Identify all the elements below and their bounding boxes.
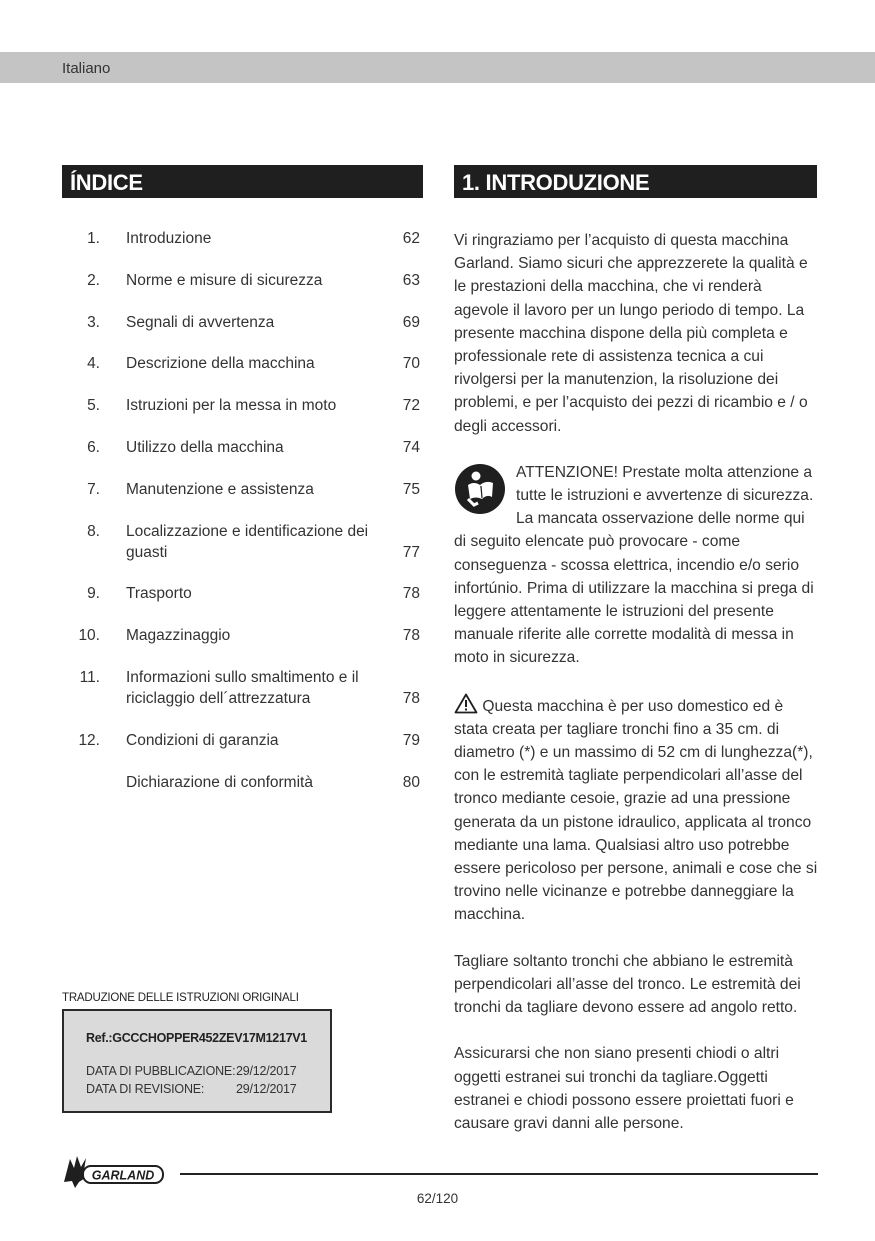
- toc-item-title-line: Segnali di avvertenza: [126, 313, 275, 331]
- toc-item-page: 78: [402, 585, 420, 603]
- toc-item-title: [126, 312, 376, 333]
- toc-item-page: 75: [402, 480, 420, 498]
- toc-item-title-line: Descrizione della macchina: [126, 355, 315, 373]
- toc-item-page: 69: [402, 313, 420, 331]
- intro-paragraph-3: Assicurarsi che non siano presenti chiodi o altri oggetti estranei sui tronchi da tagliare.Oggetti estranei e chiodi possono essere proiettati fuori e causare gravi danni alle persone.: [454, 1045, 794, 1132]
- toc-item-number: 7.: [87, 480, 100, 498]
- toc-item-title: [126, 395, 376, 416]
- toc-item-title: [126, 730, 376, 751]
- revision-date-row: [86, 1082, 297, 1096]
- language-label: Italiano: [62, 60, 111, 77]
- toc-item-page: 74: [402, 439, 420, 456]
- toc-item-page: 70: [402, 355, 420, 373]
- toc-item-number: 11.: [79, 669, 100, 686]
- toc-item-number: 3.: [87, 313, 100, 331]
- publication-date-row: [86, 1064, 297, 1078]
- toc-item-page: 78: [402, 627, 420, 645]
- toc-item: [62, 270, 420, 291]
- toc-item-title-line: Condizioni di garanzia: [126, 731, 279, 749]
- toc-item-title: [126, 228, 376, 249]
- toc-item-page: 79: [402, 731, 420, 749]
- publication-date-label: DATA DI PUBBLICAZIONE:: [86, 1064, 236, 1078]
- intro-column: [454, 229, 820, 1158]
- logo-text: GARLAND: [91, 1168, 155, 1183]
- toc-item: [62, 312, 420, 333]
- toc-item-title-line: Localizzazione e identificazione dei: [126, 522, 369, 540]
- toc-item: [62, 772, 420, 793]
- toc-item-title: [126, 270, 376, 291]
- toc-item-title: [126, 479, 376, 500]
- toc-item-title-line: Istruzioni per la messa in moto: [126, 397, 337, 415]
- intro-paragraph: Vi ringraziamo per l’acquisto di questa macchina Garland. Siamo sicuri che apprezzerete la qualità e le prestazioni della macchina, che vi renderà agevole il lavoro per un lungo periodo di tempo. La presente macchina dispone della più completa e professionale rete di assistenza tecnica a cui rivolgersi per la manutenzion, la risoluzione dei problemi, e per l’acquisto dei pezzi di ricambio e / o degli accessori.: [454, 232, 808, 435]
- toc-item-number: 9.: [87, 585, 100, 603]
- toc-item-page: 80: [402, 773, 420, 791]
- toc-item-title-line: Norme e misure di sicurezza: [126, 271, 323, 289]
- toc-item-page: 63: [402, 271, 420, 289]
- toc-item-title: [126, 521, 376, 563]
- read-manual-icon: [454, 463, 506, 515]
- toc-heading: ÍNDICE: [62, 165, 423, 198]
- toc-item: [62, 583, 420, 604]
- toc-item-title: [126, 583, 376, 604]
- toc-item-title-line: Informazioni sullo smaltimento e il: [126, 669, 359, 686]
- toc-item-title-line: Magazzinaggio: [126, 627, 231, 645]
- toc-item: [62, 395, 420, 416]
- toc-item-number: 6.: [87, 439, 100, 456]
- toc-item: [62, 625, 420, 646]
- toc-item-page: 62: [402, 230, 420, 247]
- toc-item-number: 1.: [87, 230, 100, 247]
- toc-item-number: 12.: [78, 731, 100, 749]
- toc-item-title: [126, 353, 376, 374]
- warning-paragraph: [454, 693, 820, 927]
- footer-divider: [180, 1173, 818, 1175]
- toc-item-title: [126, 625, 376, 646]
- toc-item-number: 4.: [87, 355, 100, 373]
- toc-item-title-line: Manutenzione e assistenza: [126, 480, 314, 498]
- revision-date-label: DATA DI REVISIONE:: [86, 1082, 205, 1096]
- toc-item-page: 78: [402, 690, 420, 707]
- toc-item: [62, 228, 420, 249]
- intro-paragraph-2: Tagliare soltanto tronchi che abbiano le estremità perpendicolari all’asse del tronco. Le estremità dei tronchi da tagliare devono essere ad angolo retto.: [454, 952, 801, 1017]
- toc-item-title-line: guasti: [126, 543, 168, 561]
- page-number: 62/120: [416, 1191, 459, 1206]
- toc-item-number: 10.: [78, 627, 100, 645]
- toc-item-title: [126, 437, 376, 458]
- toc-item: [62, 479, 420, 500]
- revision-date-value: 29/12/2017: [236, 1082, 297, 1096]
- toc-item-title-line: Introduzione: [126, 230, 212, 247]
- toc-item-title-line: riciclaggio dell´attrezzatura: [126, 690, 311, 707]
- toc-item-number: 2.: [87, 271, 100, 289]
- attention-block: [454, 461, 820, 670]
- intro-heading: 1. INTRODUZIONE: [454, 165, 817, 198]
- toc-item-title-line: Trasporto: [126, 585, 192, 603]
- toc-item: [62, 521, 420, 563]
- reference-code: Ref.:GCCCHOPPER452ZEV17M1217V1: [86, 1031, 307, 1045]
- attention-text: ATTENZIONE! Prestate molta attenzione a tutte le istruzioni e avvertenze di sicurezza. La mancata osservazione delle norme qui di seguito elencate può provocare - come conseguenza - scossa elettrica, incendio e/o serio infortúnio. Prima di utilizzare la macchina si prega di leggere attentamente le istruzioni del presente manuale riferite alle corrette modalità di messa in moto in sicurezza.: [454, 463, 814, 667]
- toc-item: [62, 353, 420, 374]
- toc-item-number: 8.: [87, 522, 100, 540]
- toc-item-page: 72: [402, 397, 420, 415]
- toc-item-title-line: Utilizzo della macchina: [126, 439, 284, 456]
- language-bar: [0, 52, 875, 83]
- toc-item-title-line: Dichiarazione di conformità: [126, 773, 313, 791]
- warning-triangle-icon: [454, 693, 478, 714]
- toc-item: [62, 437, 420, 458]
- warning-text: Questa macchina è per uso domestico ed è stata creata per tagliare tronchi fino a 35 cm. di diametro (*) e un massimo di 52 cm di lunghezza(*), con le estremità tagliate perpendicolari all’asse del tronco mediante cesoie, grazie ad una pressione generata da un pistone idraulico, applicata al tronco mediante una lama. Qualsiasi altro uso potrebbe essere pericoloso per persone, animali e cose che si trovino nelle vicinanze e potrebbe danneggiare la macchina.: [454, 697, 818, 924]
- toc-item: [62, 730, 420, 751]
- toc-item: [62, 667, 420, 709]
- reference-box: [62, 1009, 332, 1113]
- translation-label: TRADUZIONE DELLE ISTRUZIONI ORIGINALI: [62, 992, 299, 1004]
- toc-item-number: 5.: [87, 397, 100, 415]
- toc-item-page: 77: [402, 543, 420, 561]
- toc-item-title: [126, 667, 376, 709]
- publication-date-value: 29/12/2017: [236, 1064, 297, 1078]
- garland-logo: [61, 1152, 165, 1190]
- toc-item-title: [126, 772, 376, 793]
